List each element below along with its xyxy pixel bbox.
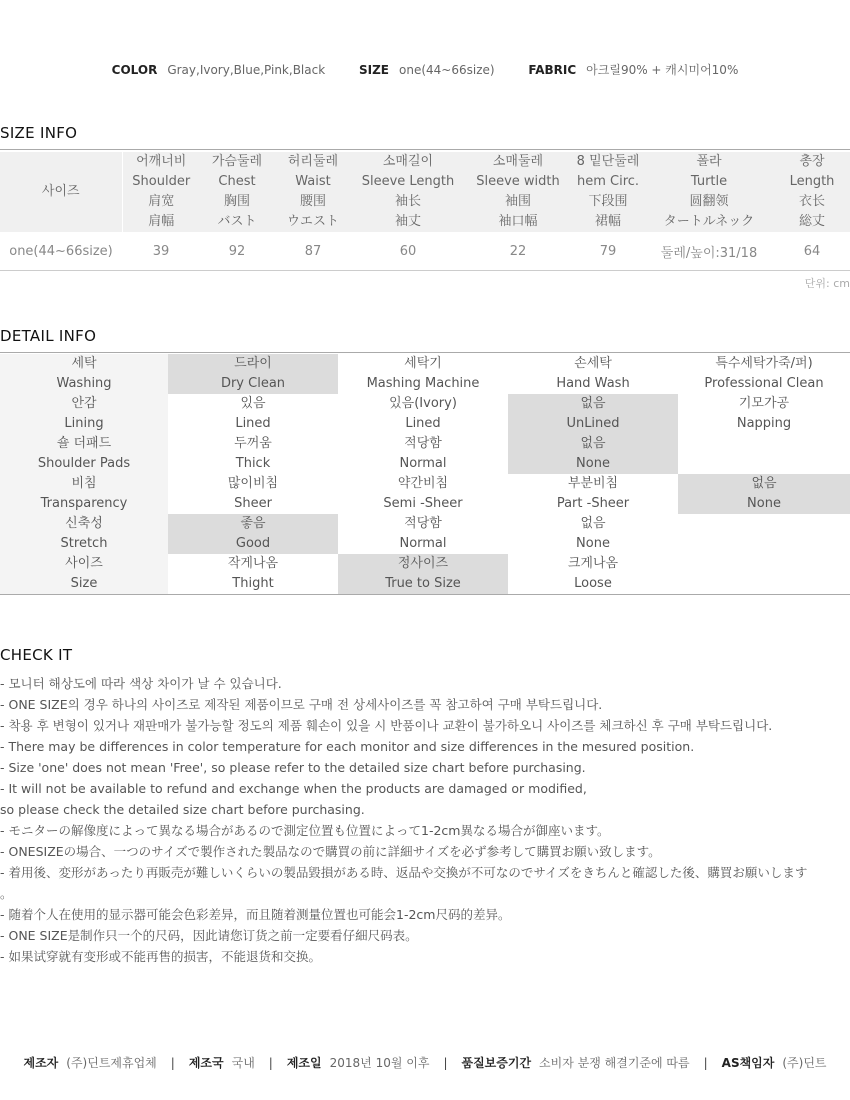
- size-column-header: [644, 152, 774, 232]
- detail-option-en: True to Size: [385, 576, 461, 591]
- size-column-label: 총장: [799, 154, 825, 169]
- detail-option-cell: [678, 554, 850, 595]
- detail-option-cell: [678, 474, 850, 514]
- detail-option-ko: 세탁기: [404, 356, 442, 371]
- size-column-label: Chest: [218, 174, 256, 189]
- detail-row: [0, 514, 850, 554]
- maker-label: 제조자: [23, 1056, 59, 1070]
- size-label: SIZE: [359, 63, 390, 77]
- detail-option-cell: [168, 354, 338, 394]
- size-column-label: 衣长: [798, 194, 825, 209]
- size-value-cell: 60: [352, 232, 464, 271]
- size-column-header: [572, 152, 644, 232]
- detail-option-en: Napping: [736, 416, 792, 431]
- detail-option-en: Lined: [235, 416, 271, 431]
- detail-option-cell: [168, 474, 338, 514]
- detail-option-ko: 있음(Ivory): [389, 396, 457, 411]
- detail-option-cell: [168, 514, 338, 554]
- check-it-line: - 着用後、変形があったり再販売が難しいくらいの製品毀損がある時、返品や交換が不可なのでサイズをきちんと確認した後、購買お願いします: [0, 865, 808, 880]
- detail-option-en: Loose: [574, 576, 612, 591]
- fabric-label: FABRIC: [528, 63, 577, 77]
- detail-row-label: [0, 434, 168, 474]
- warranty-value: 소비자 분쟁 해결기준에 따름: [539, 1056, 690, 1070]
- size-column-label: 袖丈: [394, 214, 421, 229]
- footer-separator: |: [268, 1056, 273, 1070]
- detail-option-ko: 없음: [580, 396, 606, 411]
- detail-option-cell: [678, 354, 850, 394]
- footer-info: [0, 1054, 850, 1071]
- check-it-line: - Size 'one' does not mean 'Free', so please refer to the detailed size chart before purchasing.: [0, 760, 586, 775]
- detail-option-ko: 부분비침: [567, 476, 619, 491]
- date-value: 2018년 10월 이후: [329, 1056, 430, 1070]
- detail-row-label: [0, 394, 168, 434]
- detail-option-en: Thick: [235, 456, 271, 471]
- unit-label: 단위: cm: [804, 277, 850, 290]
- size-column-header: [274, 152, 352, 232]
- detail-option-ko: 없음: [580, 516, 606, 531]
- size-column-label: 胸围: [223, 194, 250, 209]
- size-column-label: 가슴둘레: [211, 154, 263, 169]
- detail-option-ko: 있음: [240, 396, 266, 411]
- size-value-cell: 87: [274, 232, 352, 271]
- detail-option-cell: [338, 354, 508, 394]
- footer-separator: |: [703, 1056, 708, 1070]
- check-it-line: - There may be differences in color temperature for each monitor and size differences in the mesured position.: [0, 739, 695, 754]
- detail-option-cell: [168, 554, 338, 595]
- detail-info-title: DETAIL INFO: [0, 327, 97, 345]
- detail-option-ko: 두꺼움: [234, 436, 272, 451]
- size-column-label: 腰围: [299, 194, 326, 209]
- size-column-label: Waist: [295, 174, 331, 189]
- size-column-label: 袖围: [504, 194, 531, 209]
- detail-option-en: Sheer: [234, 496, 272, 511]
- size-column-header: [352, 152, 464, 232]
- detail-label-en: Washing: [56, 376, 112, 391]
- detail-option-en: UnLined: [566, 416, 620, 431]
- warranty-label: 품질보증기간: [461, 1056, 532, 1070]
- detail-row-label: [0, 474, 168, 514]
- detail-option-en: None: [747, 496, 781, 511]
- detail-label-en: Lining: [64, 416, 104, 431]
- detail-option-ko: 드라이: [234, 356, 272, 371]
- detail-option-ko: 없음: [751, 476, 777, 491]
- detail-label-ko: 신축성: [65, 516, 103, 531]
- size-value-cell: 39: [122, 232, 200, 271]
- size-column-label: 폴라: [696, 154, 722, 169]
- detail-option-en: Lined: [405, 416, 441, 431]
- detail-option-cell: [338, 434, 508, 474]
- country-label: 제조국: [188, 1056, 224, 1070]
- size-column-label: ウエスト: [286, 214, 339, 229]
- detail-option-cell: [508, 474, 678, 514]
- size-info-rule: [0, 149, 850, 150]
- size-column-label: hem Circ.: [576, 174, 640, 189]
- detail-row: [0, 554, 850, 595]
- check-it-line: - ONE SIZE是制作只一个的尺码，因此请您订货之前一定要看仔細尺码表。: [0, 928, 418, 943]
- size-column-label: 肩幅: [148, 214, 175, 229]
- color-value: Gray,Ivory,Blue,Pink,Black: [167, 63, 326, 77]
- size-column-header: [200, 152, 274, 232]
- size-table: [0, 152, 850, 271]
- size-column-label: 허리둘레: [287, 154, 339, 169]
- detail-option-en: Part -Sheer: [556, 496, 630, 511]
- detail-option-cell: [508, 434, 678, 474]
- size-column-label: 어깨너비: [136, 154, 187, 169]
- size-column-label: Turtle: [690, 174, 728, 189]
- detail-label-ko: 안감: [71, 396, 97, 411]
- detail-option-cell: [338, 394, 508, 434]
- color-label: COLOR: [111, 63, 158, 77]
- check-it-line: - ONESIZEの場合、一つのサイズで製作された製品なので購買の前に詳細サイズを必ず参考して購買お願い致します。: [0, 844, 661, 859]
- detail-option-cell: [168, 434, 338, 474]
- detail-row: [0, 474, 850, 514]
- size-value-cell: 22: [464, 232, 572, 271]
- check-it-line: - It will not be available to refund and exchange when the products are damaged or modified,: [0, 781, 587, 796]
- detail-option-cell: [338, 554, 508, 595]
- check-it-line: - モニターの解像度によって異なる場合があるので測定位置も位置によって1-2cm異なる場合が御座います。: [0, 823, 610, 838]
- date-label: 제조일: [286, 1056, 322, 1070]
- detail-row: [0, 354, 850, 394]
- detail-option-ko: 특수세탁가죽/퍼): [715, 356, 813, 371]
- detail-option-ko: 작게나옴: [227, 556, 279, 571]
- detail-option-cell: [338, 474, 508, 514]
- size-table-row: [0, 232, 850, 271]
- check-it-line: - ONE SIZE의 경우 하나의 사이즈로 제작된 제품이므로 구매 전 상세사이즈를 꼭 참고하여 구매 부탁드립니다.: [0, 697, 603, 712]
- detail-option-en: Good: [235, 536, 271, 551]
- detail-option-en: Normal: [399, 456, 447, 471]
- detail-option-en: None: [576, 456, 610, 471]
- detail-option-ko: 약간비침: [397, 476, 449, 491]
- detail-label-ko: 숄 더패드: [56, 436, 112, 451]
- detail-option-cell: [508, 554, 678, 595]
- check-it-line: - 如果试穿就有变形或不能再售的损害，不能退货和交换。: [0, 949, 321, 964]
- size-column-label: Length: [789, 174, 835, 189]
- check-it-line: so please check the detailed size chart before purchasing.: [0, 802, 365, 817]
- country-value: 국내: [231, 1056, 255, 1070]
- size-table-header: [0, 152, 850, 232]
- detail-option-en: Dry Clean: [220, 376, 286, 391]
- detail-option-en: Mashing Machine: [366, 376, 480, 391]
- size-column-label: 소매길이: [382, 154, 434, 169]
- detail-option-cell: [508, 354, 678, 394]
- size-column-label: 袖长: [394, 194, 421, 209]
- detail-table: [0, 354, 850, 595]
- size-column-header: 사이즈: [0, 152, 122, 232]
- detail-row-label: [0, 554, 168, 595]
- footer-separator: |: [443, 1056, 448, 1070]
- size-value: one(44~66size): [399, 63, 495, 77]
- detail-option-ko: 손세탁: [574, 356, 612, 371]
- size-value-cell: 79: [572, 232, 644, 271]
- detail-option-en: None: [576, 536, 610, 551]
- detail-option-cell: [508, 514, 678, 554]
- detail-option-cell: [678, 434, 850, 474]
- as-label: AS책임자: [721, 1056, 775, 1070]
- check-it-line: - 随着个人在使用的显示器可能会色彩差异，而且随着测量位置也可能会1-2cm尺码的差异。: [0, 907, 511, 922]
- as-value: (주)딘트: [782, 1056, 827, 1070]
- detail-option-ko: 기모가공: [738, 396, 790, 411]
- size-column-label: 袖口幅: [498, 214, 538, 229]
- detail-label-en: Stretch: [60, 536, 108, 551]
- detail-option-cell: [338, 514, 508, 554]
- size-column-label: 裙幅: [594, 214, 621, 229]
- detail-label-en: Shoulder Pads: [37, 456, 131, 471]
- detail-option-en: Normal: [399, 536, 447, 551]
- size-column-label: 圆翻领: [689, 194, 729, 209]
- size-value-cell: 64: [774, 232, 850, 271]
- detail-option-en: Hand Wash: [556, 376, 630, 391]
- detail-row: [0, 434, 850, 474]
- size-column-label: Sleeve Length: [361, 174, 455, 189]
- maker-value: (주)딘트제휴업체: [66, 1056, 157, 1070]
- check-it-title: CHECK IT: [0, 646, 73, 664]
- size-column-label: Shoulder: [132, 174, 191, 189]
- detail-row: [0, 394, 850, 434]
- product-spec-row: [0, 61, 850, 78]
- detail-label-en: Transparency: [40, 496, 128, 511]
- detail-row-label: [0, 514, 168, 554]
- detail-option-ko: 정사이즈: [397, 556, 449, 571]
- check-it-notes: [0, 673, 850, 967]
- detail-option-ko: 적당함: [404, 516, 442, 531]
- size-value-cell: 둘레/높이:31/18: [644, 232, 774, 271]
- size-column-label: 8 밑단둘레: [576, 154, 640, 169]
- detail-row-label: [0, 354, 168, 394]
- check-it-line: - 모니터 해상도에 따라 색상 차이가 날 수 있습니다.: [0, 676, 282, 691]
- detail-option-cell: [678, 514, 850, 554]
- detail-label-en: Size: [70, 576, 98, 591]
- detail-info-rule: [0, 352, 850, 353]
- check-it-line: - 착용 후 변형이 있거나 재판매가 불가능할 정도의 제품 훼손이 있을 시 반품이나 교환이 불가하오니 사이즈를 체크하신 후 구매 부탁드립니다.: [0, 718, 773, 733]
- detail-option-ko: 적당함: [404, 436, 442, 451]
- detail-option-cell: [168, 394, 338, 434]
- fabric-value: 아크릴90% + 캐시미어10%: [586, 63, 739, 77]
- size-column-header: [122, 152, 200, 232]
- size-column-label: 소매둘레: [492, 154, 544, 169]
- size-column-label: Sleeve width: [476, 174, 560, 189]
- size-column-label: 下段围: [588, 194, 628, 209]
- check-it-line: 。: [0, 886, 13, 901]
- size-info-title: SIZE INFO: [0, 124, 78, 142]
- detail-label-ko: 사이즈: [65, 556, 103, 571]
- detail-option-cell: [508, 394, 678, 434]
- detail-option-ko: 좋음: [240, 516, 266, 531]
- size-column-label: バスト: [217, 214, 257, 229]
- size-column-label: 総丈: [798, 214, 825, 229]
- footer-separator: |: [170, 1056, 175, 1070]
- detail-option-en: Semi -Sheer: [383, 496, 463, 511]
- size-column-label: 肩宽: [148, 194, 175, 209]
- detail-label-ko: 비침: [71, 476, 97, 491]
- detail-option-ko: 많이비침: [227, 476, 279, 491]
- detail-option-ko: 없음: [580, 436, 606, 451]
- detail-label-ko: 세탁: [71, 356, 97, 371]
- detail-option-en: Thight: [232, 576, 274, 591]
- size-column-header: [774, 152, 850, 232]
- detail-option-en: Professional Clean: [704, 376, 824, 391]
- size-row-label: one(44~66size): [0, 232, 122, 271]
- detail-option-ko: 크게나옴: [567, 556, 619, 571]
- detail-option-cell: [678, 394, 850, 434]
- size-value-cell: 92: [200, 232, 274, 271]
- size-column-header: [464, 152, 572, 232]
- size-column-label: タートルネック: [663, 214, 755, 229]
